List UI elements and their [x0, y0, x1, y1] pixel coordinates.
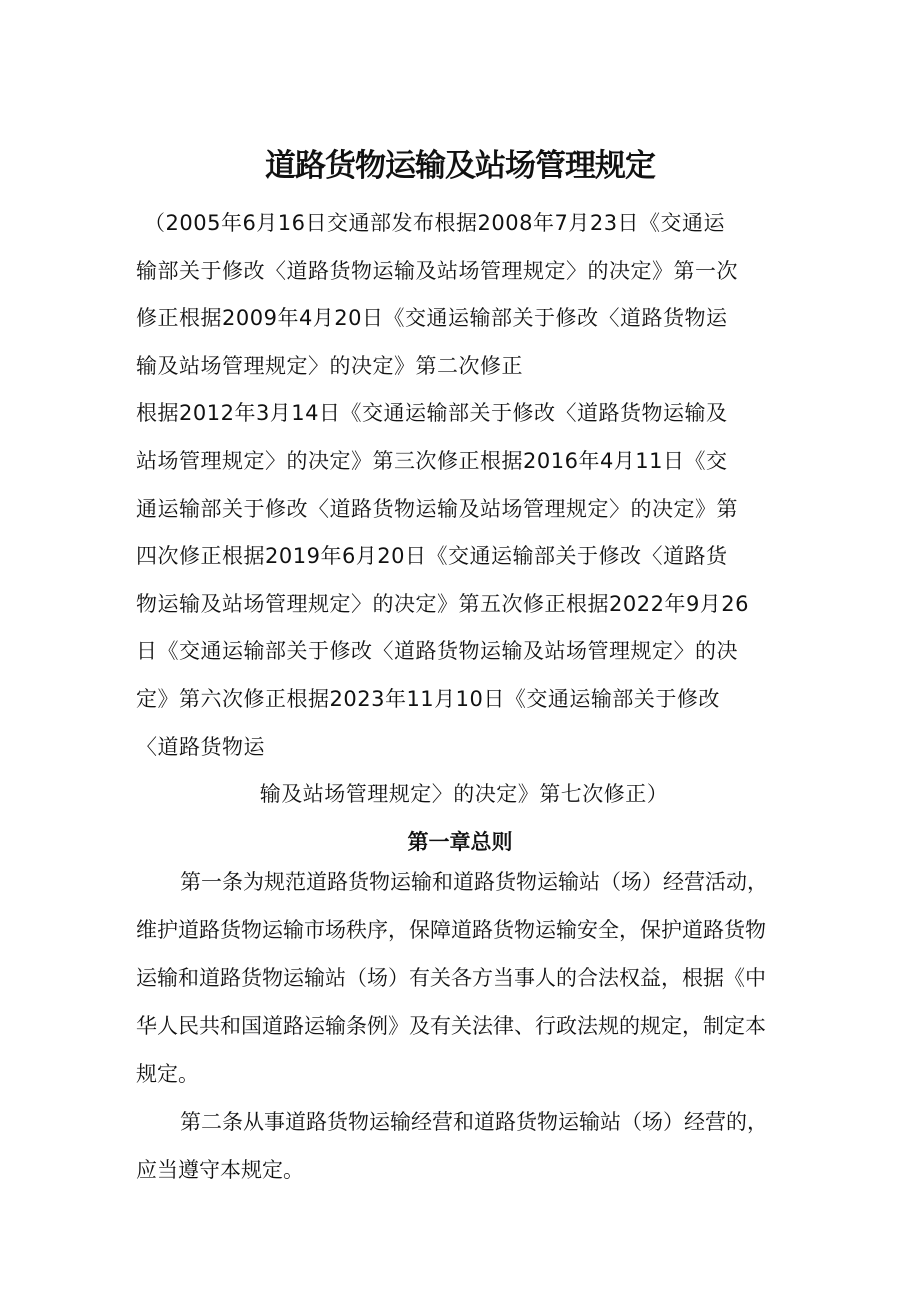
revision-line: 日《交通运输部关于修改〈道路货物运输及站场管理规定〉的决 — [136, 639, 738, 664]
article-line: 第二条从事道路货物运输经营和道路货物运输站（场）经营的， — [180, 1110, 768, 1134]
chapter-heading: 第一章总则 — [407, 830, 513, 855]
revision-line: 通运输部关于修改〈道路货物运输及站场管理规定〉的决定》第 — [136, 496, 738, 521]
article-line: 第一条为规范道路货物运输和道路货物运输站（场）经营活动， — [180, 870, 768, 894]
revision-line: 物运输及站场管理规定〉的决定》第五次修正根据2022年9月26 — [136, 591, 750, 616]
revision-line: 根据2012年3月14日《交通运输部关于修改〈道路货物运输及 — [136, 401, 728, 426]
article-line: 运输和道路货物运输站（场）有关各方当事人的合法权益，根据《中 — [136, 966, 766, 990]
revision-line: 输部关于修改〈道路货物运输及站场管理规定〉的决定》第一次 — [136, 258, 738, 283]
document-title: 道路货物运输及站场管理规定 — [265, 147, 655, 184]
article-line: 应当遵守本规定。 — [136, 1158, 304, 1182]
revision-line: 〈道路货物运 — [136, 734, 265, 759]
revision-line: 定》第六次修正根据2023年11月10日《交通运输部关于修改 — [136, 686, 720, 711]
revision-history — [136, 200, 792, 819]
revision-line: 修正根据2009年4月20日《交通运输部关于修改〈道路货物运 — [136, 306, 728, 331]
revision-line: （2005年6月16日交通部发布根据2008年7月23日《交通运 — [144, 211, 726, 235]
revision-line: 四次修正根据2019年6月20日《交通运输部关于修改〈道路货 — [136, 544, 728, 569]
revision-line: 输及站场管理规定〉的决定》第七次修正） — [259, 782, 669, 807]
revision-line: 输及站场管理规定〉的决定》第二次修正 — [136, 353, 523, 378]
article-1 — [136, 858, 792, 1098]
article-line: 规定。 — [136, 1062, 199, 1086]
article-line: 维护道路货物运输市场秩序，保障道路货物运输安全，保护道路货物 — [136, 918, 766, 942]
article-line: 华人民共和国道路运输条例》及有关法律、行政法规的规定，制定本 — [136, 1014, 766, 1038]
article-2 — [136, 1098, 792, 1194]
revision-line: 站场管理规定〉的决定》第三次修正根据2016年4月11日《交 — [136, 448, 728, 473]
